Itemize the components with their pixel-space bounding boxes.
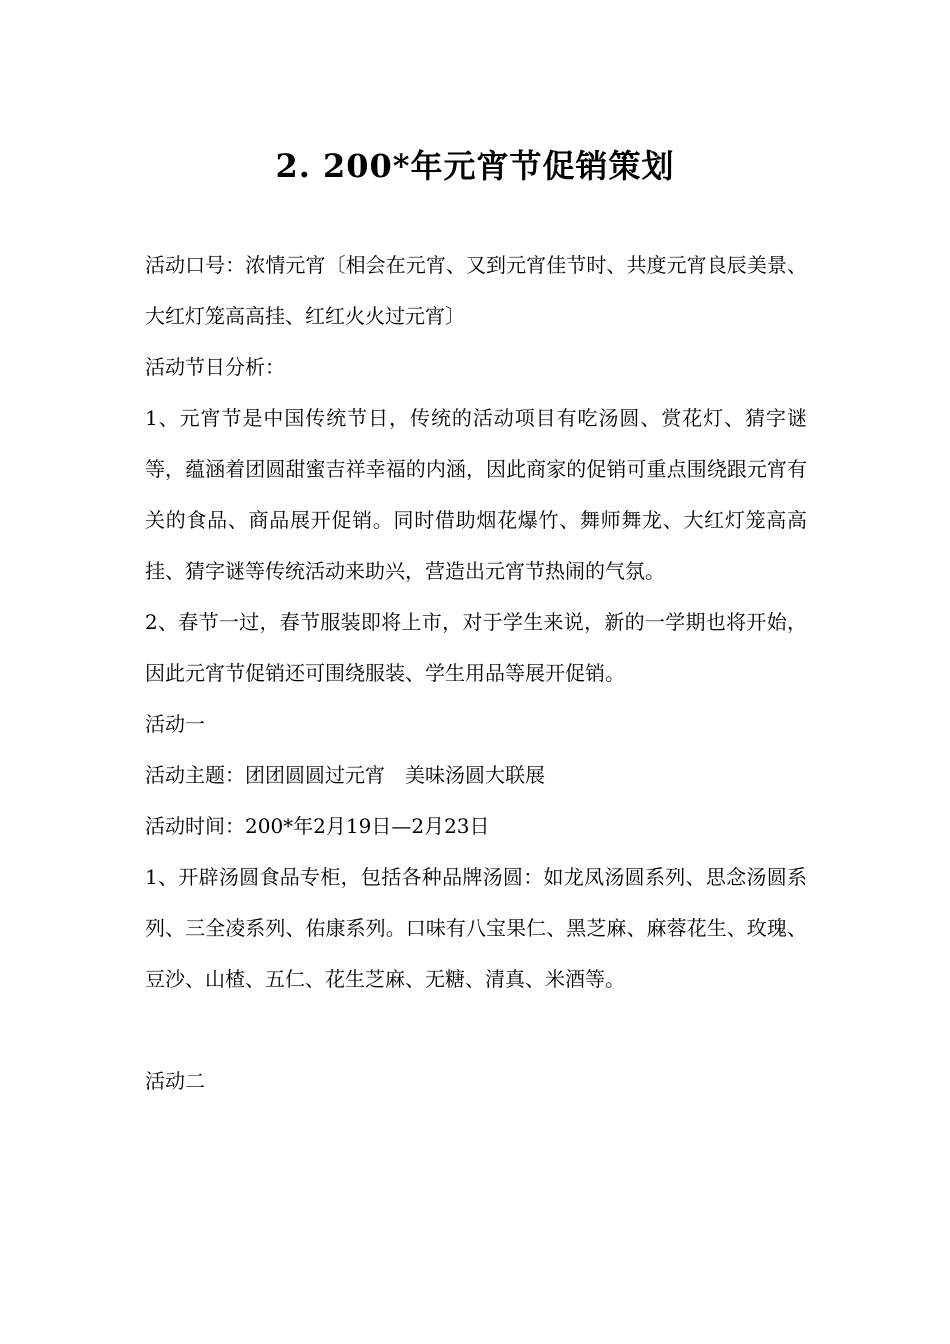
- analysis-point-1: 1、元宵节是中国传统节日，传统的活动项目有吃汤圆、赏花灯、猜字谜等，蕴涵着团圆甜蜜吉祥幸福的内涵，因此商家的促销可重点围绕跟元宵有关的食品、商品展开促销。同时借助烟花爆竹、舞师舞龙、大红灯笼高高挂、猜字谜等传统活动来助兴，营造出元宵节热闹的气氛。: [145, 406, 807, 583]
- activity-one-theme: 活动主题：团团圆圆过元宵 美味汤圆大联展: [145, 763, 545, 787]
- activity-one-heading: 活动一: [145, 712, 205, 736]
- document-title: 2. 200*年元宵节促销策划: [275, 147, 675, 185]
- activity-one-item-1: 1、开辟汤圆食品专柜，包括各种品牌汤圆：如龙凤汤圆系列、思念汤圆系列、三全凌系列、佑康系列。口味有八宝果仁、黑芝麻、麻蓉花生、玫瑰、豆沙、山楂、五仁、花生芝麻、无糖、清真、米酒等。: [145, 865, 807, 991]
- activity-one-time: 活动时间：200*年2月19日—2月23日: [145, 814, 490, 838]
- activity-two-heading: 活动二: [145, 1069, 205, 1093]
- document-body: [145, 240, 807, 1107]
- analysis-point-2: 2、春节一过，春节服装即将上市，对于学生来说，新的一学期也将开始，因此元宵节促销还可围绕服装、学生用品等展开促销。: [145, 610, 807, 685]
- slogan-paragraph: 活动口号：浓情元宵〔相会在元宵、又到元宵佳节时、共度元宵良辰美景、大红灯笼高高挂、红红火火过元宵〕: [145, 253, 807, 328]
- paragraph-spacer: [145, 1005, 807, 1056]
- analysis-heading: 活动节日分析：: [145, 355, 285, 379]
